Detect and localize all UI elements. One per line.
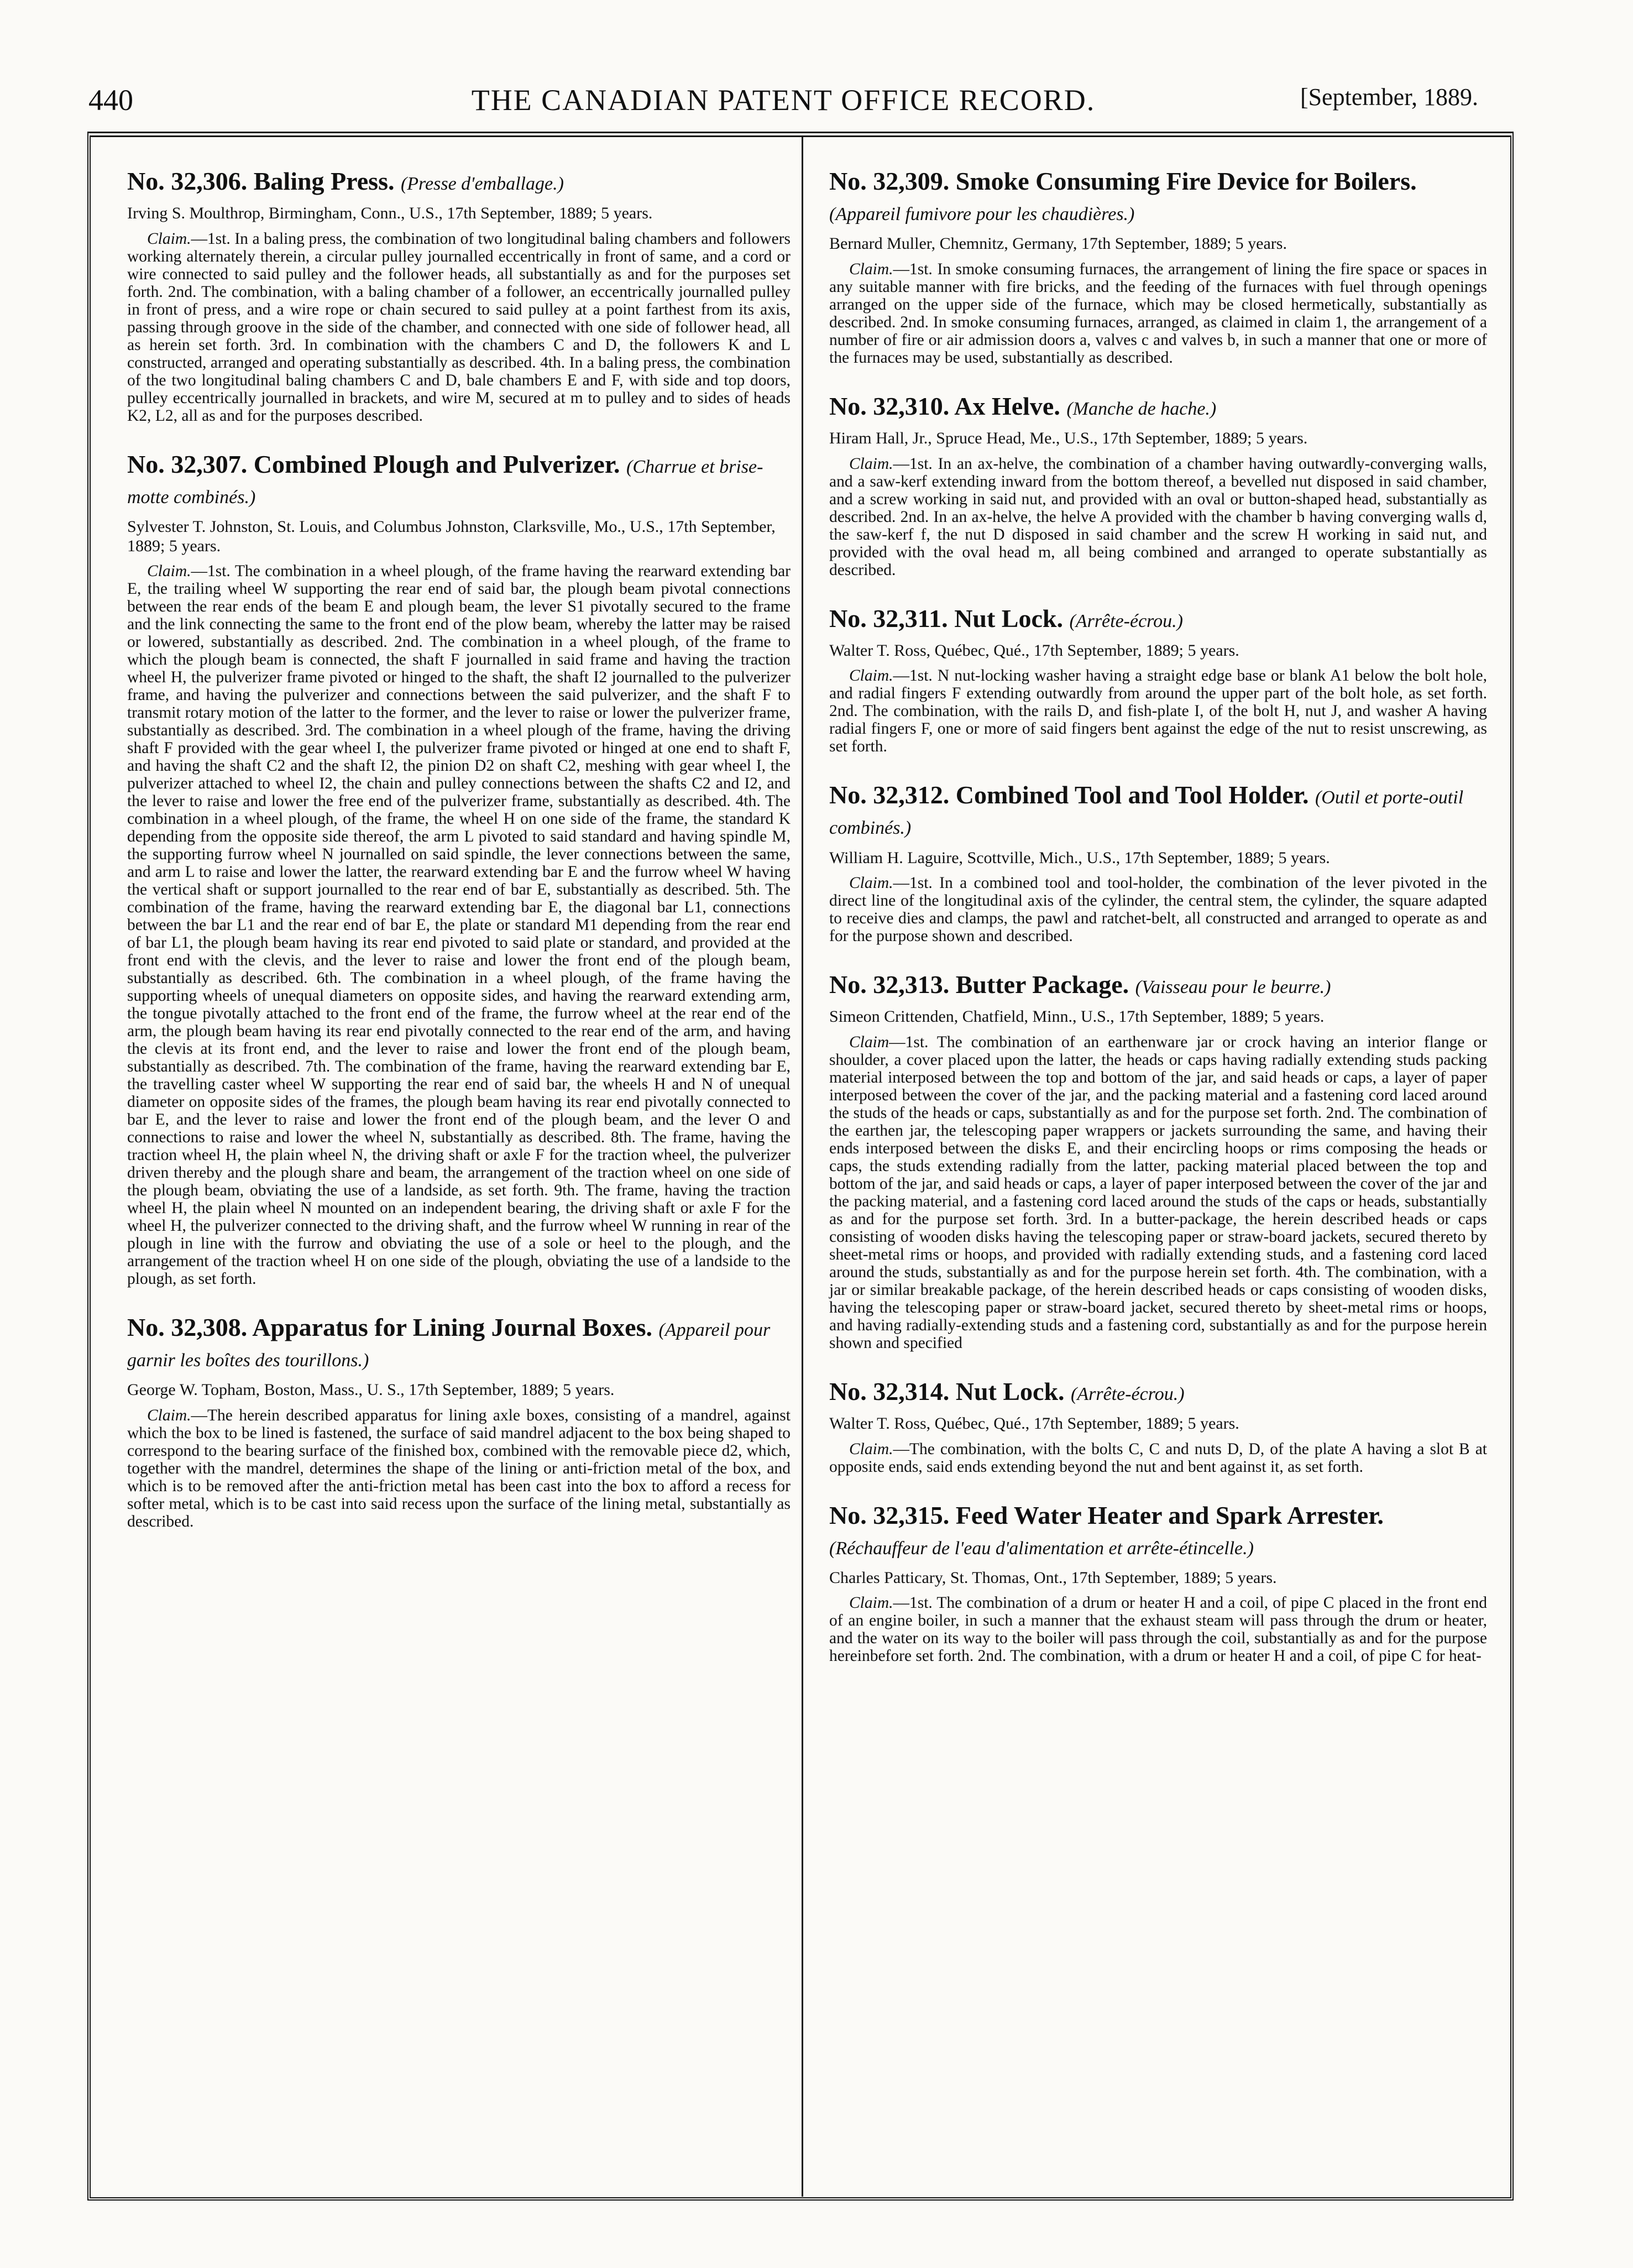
patentee-line: Sylvester T. Johnston, St. Louis, and Columbus Johnston, Clarksville, Mo., U.S., 17th September, 1889; 5 years. <box>127 518 776 555</box>
claim-label: Claim. <box>849 454 893 473</box>
claim-body: —1st. N nut-locking washer having a straight edge base or blank A1 below the bolt hole, and radial fingers F extending outwardly from around the upper part of the bolt hole, as set forth. 2nd. The combination, with the rails D, and fish-plate I, of the bolt H, nut J, and washer A having radial fingers F, one or more of said fingers bent against the edge of the nut to resist unscrewing, as set forth. <box>829 667 1487 756</box>
claim-body: —The combination, with the bolts C, C and nuts D, D, of the plate A having a slot B at opposite ends, said ends extending beyond the nut and bent against it, as set forth. <box>829 1440 1487 1476</box>
patent-number: No. 32,315. <box>829 1501 950 1529</box>
claim-text <box>829 260 1487 367</box>
claim-body: —1st. In a combined tool and tool-holder, the combination of the lever pivoted in the direct line of the longitudinal axis of the cylinder, the central stem, the cylinder, the square adapted to receive dies and clamps, the pawl and ratchet-belt, all constructed and arranged to operate as and for the purpose shown and described. <box>829 874 1487 945</box>
patent-entry <box>829 391 1487 579</box>
patent-number: No. 32,307. <box>127 450 248 478</box>
patent-number: No. 32,306. <box>127 167 248 195</box>
claim-text <box>829 667 1487 755</box>
patent-heading <box>127 1312 791 1373</box>
patentee-line: William H. Laguire, Scottville, Mich., U.S., 17th September, 1889; 5 years. <box>829 848 1330 867</box>
patentee-line: George W. Topham, Boston, Mass., U. S., 17th September, 1889; 5 years. <box>127 1381 615 1399</box>
patent-entry <box>127 166 791 425</box>
issue-date: [September, 1889. <box>1300 83 1478 111</box>
right-column <box>829 166 1487 1689</box>
patent-heading <box>829 780 1487 840</box>
patentee-line: Walter T. Ross, Québec, Qué., 17th September, 1889; 5 years. <box>829 641 1239 660</box>
claim-body: —1st. In a baling press, the combination of two longitudinal baling chambers and followers working alternately therein, a circular pulley journalled eccentrically in front of same, and a cord or wire connected to said pulley and the follower heads, all substantially as and for the purposes set forth. 2nd. The combination, with a baling chamber of a follower, an eccentrically journalled pulley in front of press, and a wire rope or chain secured to said pulley at a point farthest from its axis, passing through groove in the side of the chamber, and connected with one side of follower head, all as herein set forth. 3rd. In combination with the chambers C and D, the followers K and L constructed, arranged and operating substantially as described. 4th. In a baling press, the combination of the two longitudinal baling chambers C and D, bale chambers E and F, with side and top doors, pulley eccentrically journalled in brackets, and wire M, secured at m to pulley and to sides of heads K2, L2, all as and for the purposes described. <box>127 229 791 425</box>
patent-number: No. 32,308. <box>127 1313 248 1342</box>
patent-number: No. 32,314. <box>829 1377 950 1405</box>
claim-body: —1st. The combination of a drum or heater H and a coil, of pipe C placed in the front end of an engine boiler, in such a manner that the exhaust steam will pass through the drum or heater, and the water on its way to the boiler will pass through the coil, substantially as and for the purpose hereinbefore set forth. 2nd. The combination, with a drum or heater H and a coil, of pipe C for heat- <box>829 1594 1487 1665</box>
claim-text <box>829 874 1487 945</box>
patent-title: Ax Helve. <box>954 391 1060 420</box>
column-divider <box>802 137 803 2197</box>
claim-text <box>829 1033 1487 1352</box>
journal-title: THE CANADIAN PATENT OFFICE RECORD. <box>471 83 1096 117</box>
claim-label: Claim. <box>849 1440 893 1458</box>
claim-label: Claim. <box>849 874 893 892</box>
patent-title: Feed Water Heater and Spark Arrester. <box>955 1501 1384 1529</box>
patent-entry <box>829 603 1487 756</box>
patent-french-title: (Charrue et brise-motte combinés.) <box>127 456 763 508</box>
patent-title: Nut Lock. <box>955 1377 1065 1405</box>
patent-entry <box>127 1312 791 1530</box>
left-column <box>127 166 791 1555</box>
patent-french-title: (Appareil fumivore pour les chaudières.) <box>829 204 1135 225</box>
claim-body: —1st. In an ax-helve, the combination of a chamber having outwardly-converging walls, and a saw-kerf extending inward from the bottom thereof, a bevelled nut disposed in said chamber, and a screw working in said nut, and provided with an oval or button-shaped head, substantially as described. 2nd. In an ax-helve, the helve A provided with the chamber b having converging walls d, the saw-kerf f, the nut D disposed in said chamber and the screw H working in said nut, and provided with the oval head m, all being combined and arranged to operate substantially as described. <box>829 454 1487 579</box>
running-head <box>88 83 1478 122</box>
patent-number: No. 32,311. <box>829 604 948 633</box>
patentee-line: Irving S. Moulthrop, Birmingham, Conn., U.S., 17th September, 1889; 5 years. <box>127 204 653 223</box>
patent-french-title: (Appareil pour garnir les boîtes des tourillons.) <box>127 1320 771 1371</box>
patentee-line: Charles Patticary, St. Thomas, Ont., 17th September, 1889; 5 years. <box>829 1568 1277 1587</box>
patent-number: No. 32,310. <box>829 391 950 420</box>
claim-label: Claim <box>849 1033 889 1051</box>
page-number: 440 <box>88 83 133 117</box>
claim-label: Claim. <box>147 229 191 248</box>
patent-title: Nut Lock. <box>954 604 1063 633</box>
claim-body: —1st. The combination of an earthenware jar or crock having an interior flange or shoulder, a cover placed upon the latter, the heads or caps having radially extending studs packing material interposed between the top and bottom of the jar, and said heads or caps, a layer of paper interposed between the cover of the jar, and the packing material and a fastening cord laced around the studs of the heads or caps, substantially as and for the purpose set forth. 2nd. The combination of the earthen jar, the telescoping paper wrappers or jackets surrounding the same, and having their ends interposed between the disks E, and their encircling hoops or rims composing the heads or caps, the studs extending radially from the latter, packing material placed between the top and bottom of the jar, and said heads or caps, a layer of paper interposed between the cover of the jar and the packing material, and a fastening cord laced around the studs of the caps or heads, substantially as and for the purpose set forth. 3rd. In a butter-package, the herein described heads or caps consisting of wooden disks having the telescoping paper or straw-board jackets, secured thereto by sheet-metal rims or hoops, and provided with radially extending studs, and a fastening cord laced around the studs, substantially as and for the purpose herein set forth. 4th. The combination, with a jar or similar breakable package, of the herein described heads or caps consisting of wooden disks, having the telescoping paper or straw-board jacket, secured thereto by sheet-metal rims or hoops, and having radially-extending studs and a fastening cord, substantially as and for the purpose herein shown and specified <box>829 1033 1487 1352</box>
claim-label: Claim. <box>849 1594 893 1612</box>
claim-label: Claim. <box>147 562 191 581</box>
claim-body: —The herein described apparatus for lining axle boxes, consisting of a mandrel, against which the box to be lined is fastened, the surface of said mandrel adjacent to the box being shaped to correspond to the bearing surface of the finished box, combined with the removable piece d2, which, together with the mandrel, determines the shape of the lining or anti-friction metal of the box, and which is to be removed after the anti-friction metal has been cast into the box to afford a recess for softer metal, which is to be cast into said recess upon the surface of the lining metal, substantially as described. <box>127 1406 791 1530</box>
patent-entry <box>829 166 1487 367</box>
claim-label: Claim. <box>147 1406 191 1424</box>
patent-title: Combined Plough and Pulverizer. <box>253 450 620 478</box>
patent-heading <box>829 1376 1487 1407</box>
patent-entry <box>829 1500 1487 1665</box>
patent-heading <box>829 603 1487 634</box>
patent-heading <box>829 166 1487 227</box>
patent-number: No. 32,309. <box>829 167 950 195</box>
claim-text <box>127 1407 791 1530</box>
claim-body: —1st. The combination in a wheel plough, of the frame having the rearward extending bar E, the trailing wheel W supporting the rear end of said bar, the plough beam pivotal connections between the rear ends of the beam E and plough beam, the lever S1 pivotally secured to the frame and the link connecting the same to the front end of the plow beam, whereby the latter may be raised or lowered, substantially as described. 2nd. The combination in a wheel plough, of the frame to which the plough beam is connected, the shaft F journalled in said frame and having the traction wheel H, the pulverizer frame pivoted or hinged to the shaft, the shaft I2 journalled to the pulverizer frame, and having the pulverizer and connections between the said pulverizer, and the shaft F to transmit rotary motion of the latter to the former, and the lever to raise or lower the pulverizer frame, substantially as described. 3rd. The combination in a wheel plough of the frame, having the driving shaft F provided with the gear wheel I, the pulverizer frame pivoted or hinged at one end to shaft F, and having the shaft C2 and the shaft I2, the pinion D2 on shaft C2, meshing with gear wheel I, the pulverizer attached to wheel I2, the chain and pulley connections between the shafts C2 and I2, and the lever to raise and lower the free end of the pulverizer frame, substantially as described. 4th. The combination in a wheel plough, of the frame, the wheel H on one side of the frame, the standard K depending from the opposite side thereof, the arm L pivoted to said standard and having spindle M, the supporting furrow wheel N journalled on said spindle, the lever connections between the same, and arm L to raise and lower the latter, the rearward extending bar E and the furrow wheel W having the vertical shaft or support journalled to the rear end of bar E, substantially as described. 5th. The combination of the frame, having the rearward extending bar E, the diagonal bar L1, connections between the bar L1 and the rear end of bar E, the plate or standard M1 depending from the rear end of bar L1, the plough beam having its rear end pivoted to said plate or standard, and provided at the front end with the clevis, and the lever to raise and lower the front end of the plough beam, substantially as described. 6th. The combination in a wheel plough, of the frame having the supporting wheels of unequal diameters on opposite sides, and having the rearward extending arm, the tongue pivotally attached to the front end of the frame, the furrow wheel at the rear end of the arm, the plough beam having its rear end pivotally connected to the rear end of the arm, and having the clevis at its front end, and the lever to raise and lower the front end of the plough beam, substantially as described. 7th. The combination of the frame, having the rearward extending bar E, the travelling caster wheel W supporting the rear end of said bar, the wheels H and N of unequal diameter on opposite sides of the frames, the plough beam having its rear end pivotally connected to bar E, and the lever to raise and lower the front end of the plough beam, and the lever O and connections to raise and lower the wheel N, substantially as described. 8th. The frame, having the traction wheel H, the plain wheel N, the driving shaft or axle F for the traction wheel, the pulverizer driven thereby and the plough share and beam, the arrangement of the traction wheel on one side of the plough beam, obviating the use of a landside, as set forth. 9th. The frame, having the traction wheel H, the plain wheel N mounted on an independent bearing, the driving shaft or axle F for the wheel H, the pulverizer connected to the driving shaft, and the furrow wheel W running in rear of the plough in line with the furrow and obviating the use of a sole or heel to the plough, and the arrangement of the traction wheel H on one side of the plough, obviating the use of a landside to the plough, as set forth. <box>127 562 791 1288</box>
patent-number: No. 32,312. <box>829 781 950 809</box>
patentee-line: Bernard Muller, Chemnitz, Germany, 17th September, 1889; 5 years. <box>829 234 1287 253</box>
claim-body: —1st. In smoke consuming furnaces, the arrangement of lining the fire space or spaces in any suitable manner with fire bricks, and the feeding of the furnaces with fuel through openings arranged on the upper side of the furnace, which may be closed hermetically, substantially as described. 2nd. In smoke consuming furnaces, arranged, as claimed in claim 1, the arrangement of a number of fire or air admission doors a, valves c and valves b, in such a manner that one or more of the furnaces may be used, substantially as described. <box>829 260 1487 367</box>
patent-french-title: (Réchauffeur de l'eau d'alimentation et arrête-étincelle.) <box>829 1538 1254 1559</box>
patentee-line: Simeon Crittenden, Chatfield, Minn., U.S., 17th September, 1889; 5 years. <box>829 1007 1325 1026</box>
claim-text <box>127 230 791 425</box>
patent-heading <box>829 391 1487 421</box>
claim-text <box>829 1594 1487 1665</box>
patent-entry <box>829 780 1487 945</box>
patent-heading <box>829 1500 1487 1561</box>
claim-label: Claim. <box>849 260 893 278</box>
patent-entry <box>127 449 791 1288</box>
patent-title: Apparatus for Lining Journal Boxes. <box>252 1313 652 1342</box>
patent-title: Smoke Consuming Fire Device for Boilers. <box>955 167 1417 195</box>
patentee-line: Walter T. Ross, Québec, Qué., 17th September, 1889; 5 years. <box>829 1414 1239 1433</box>
claim-text <box>127 562 791 1288</box>
patent-french-title: (Vaisseau pour le beurre.) <box>1135 977 1331 998</box>
patent-title: Baling Press. <box>253 167 395 195</box>
claim-text <box>829 455 1487 579</box>
claim-text <box>829 1440 1487 1476</box>
claim-label: Claim. <box>849 667 893 685</box>
patent-title: Butter Package. <box>955 970 1129 999</box>
patent-french-title: (Manche de hache.) <box>1066 398 1217 419</box>
patent-heading <box>127 449 791 510</box>
patent-french-title: (Arrête-écrou.) <box>1069 610 1183 631</box>
patent-heading <box>829 969 1487 1000</box>
patent-number: No. 32,313. <box>829 970 950 999</box>
patent-entry <box>829 1376 1487 1476</box>
patentee-line: Hiram Hall, Jr., Spruce Head, Me., U.S., 17th September, 1889; 5 years. <box>829 429 1308 448</box>
patent-entry <box>829 969 1487 1352</box>
patent-french-title: (Presse d'emballage.) <box>400 174 564 194</box>
patent-french-title: (Arrête-écrou.) <box>1071 1383 1185 1404</box>
patent-title: Combined Tool and Tool Holder. <box>955 781 1309 809</box>
patent-french-title: (Outil et porte-outil combinés.) <box>829 787 1464 839</box>
patent-heading <box>127 166 791 196</box>
